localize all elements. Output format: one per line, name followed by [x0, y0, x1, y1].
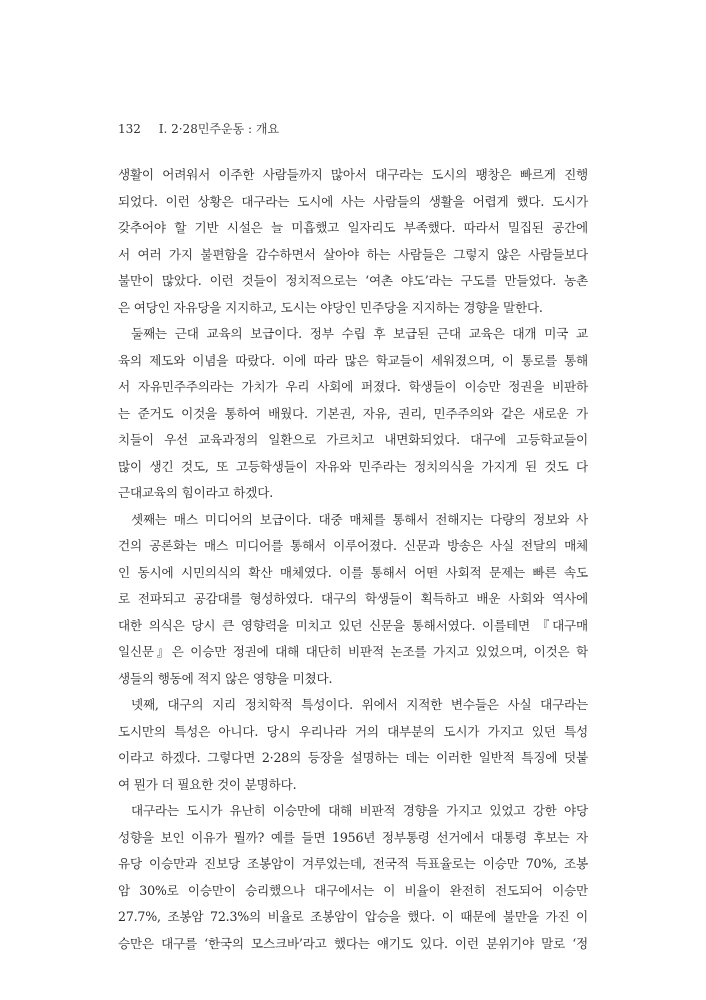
- text-line: 도시만의 특성은 아니다. 당시 우리나라 거의 대부분의 도시가 가지고 있던 특성: [118, 723, 588, 739]
- text-line: 로 전파되고 공감대를 형성하였다. 대구의 학생들이 획득하고 배운 사회와 역사에: [118, 591, 588, 606]
- text-line: 은 여당인 자유당을 지지하고, 도시는 야당인 민주당을 지지하는 경향을 말한다.: [118, 299, 543, 315]
- section-title: Ⅰ. 2·28민주운동 : 개요: [158, 122, 280, 136]
- text-line: 27.7%, 조봉암 72.3%의 비율로 조봉암이 압승을 했다. 이 때문에 불만을 가진 이: [118, 909, 588, 924]
- text-line: 생활이 어려워서 이주한 사람들까지 많아서 대구라는 도시의 팽창은 빠르게 진행: [118, 167, 588, 182]
- text-line: 되었다. 이런 상황은 대구라는 도시에 사는 사람들의 생활을 어렵게 했다. 도시가: [118, 193, 588, 209]
- text-line: 성향을 보인 이유가 뭘까? 예를 들면 1956년 정부통령 선거에서 대통령 후보는 자: [118, 829, 588, 845]
- text-line: 는 준거도 이것을 통하여 배웠다. 기본권, 자유, 권리, 민주주의와 같은 새로운 가: [118, 405, 588, 421]
- text-line: 일신문』은 이승만 정권에 대해 대단히 비판적 논조를 가지고 있었으며, 이것은 학: [118, 644, 588, 659]
- text-line: 갖추어야 할 기반 시설은 늘 미흡했고 일자리도 부족했다. 따라서 밀집된 공간에: [118, 220, 588, 235]
- text-line: 암 30%로 이승만이 승리했으나 대구에서는 이 비율이 완전히 전도되어 이승만: [118, 882, 588, 898]
- text-line: 여 뭔가 더 필요한 것이 분명하다.: [118, 776, 297, 792]
- text-line: 유당 이승만과 진보당 조봉암이 겨루었는데, 전국적 득표율로는 이승만 70%, 조봉: [118, 856, 588, 871]
- text-line: 이라고 하겠다. 그렇다면 2·28의 등장을 설명하는 데는 이러한 일반적 특징에 덧붙: [118, 750, 588, 765]
- text-line: 건의 공론화는 매스 미디어를 통해서 이루어졌다. 신문과 방송은 사실 전달의 매체: [118, 538, 588, 553]
- page-number: 132: [118, 122, 141, 136]
- text-line: 셋째는 매스 미디어의 보급이다. 대중 매체를 통해서 전해지는 다량의 정보와 사: [131, 511, 588, 527]
- text-line: 서 자유민주주의라는 가치가 우리 사회에 퍼졌다. 학생들이 이승만 정권을 비판하: [118, 379, 588, 394]
- text-line: 승만은 대구를 ‘한국의 모스크바’라고 했다는 얘기도 있다. 이런 분위기야 말로 ‘정: [118, 935, 588, 951]
- text-line: 불만이 많았다. 이런 것들이 정치적으로는 ‘여촌 야도’라는 구도를 만들었다. 농촌: [118, 273, 588, 288]
- text-line: 치들이 우선 교육과정의 일환으로 가르치고 내면화되었다. 대구에 고등학교들이: [118, 432, 588, 447]
- text-line: 근대교육의 힘이라고 하겠다.: [118, 485, 273, 500]
- text-line: 생들의 행동에 적지 않은 영향을 미쳤다.: [118, 670, 333, 686]
- text-line: 인 동시에 시민의식의 확산 매체였다. 이를 통해서 어떤 사회적 문제는 빠른 속도: [118, 564, 588, 580]
- text-line: 육의 제도와 이념을 따랐다. 이에 따라 많은 학교들이 세워졌으며, 이 통로를 통해: [118, 352, 588, 368]
- text-line: 대구라는 도시가 유난히 이승만에 대해 비판적 경향을 가지고 있었고 강한 야당: [131, 803, 588, 818]
- text-line: 많이 생긴 것도, 또 고등학생들이 자유와 민주라는 정치의식을 가지게 된 것도 다: [118, 458, 588, 474]
- text-line: 둘째는 근대 교육의 보급이다. 정부 수립 후 보급된 근대 교육은 대개 미국 교: [131, 326, 588, 341]
- text-line: 대한 의식은 당시 큰 영향력을 미치고 있던 신문을 통해서였다. 이를테면 『대구매: [118, 617, 588, 633]
- text-line: 서 여러 가지 불편함을 감수하면서 살아야 하는 사람들은 그렇지 않은 사람들보다: [118, 246, 588, 262]
- running-header: [118, 121, 279, 137]
- text-line: 넷째, 대구의 지리 정치학적 특성이다. 위에서 지적한 변수들은 사실 대구라는: [131, 697, 588, 712]
- body-text: [118, 162, 588, 957]
